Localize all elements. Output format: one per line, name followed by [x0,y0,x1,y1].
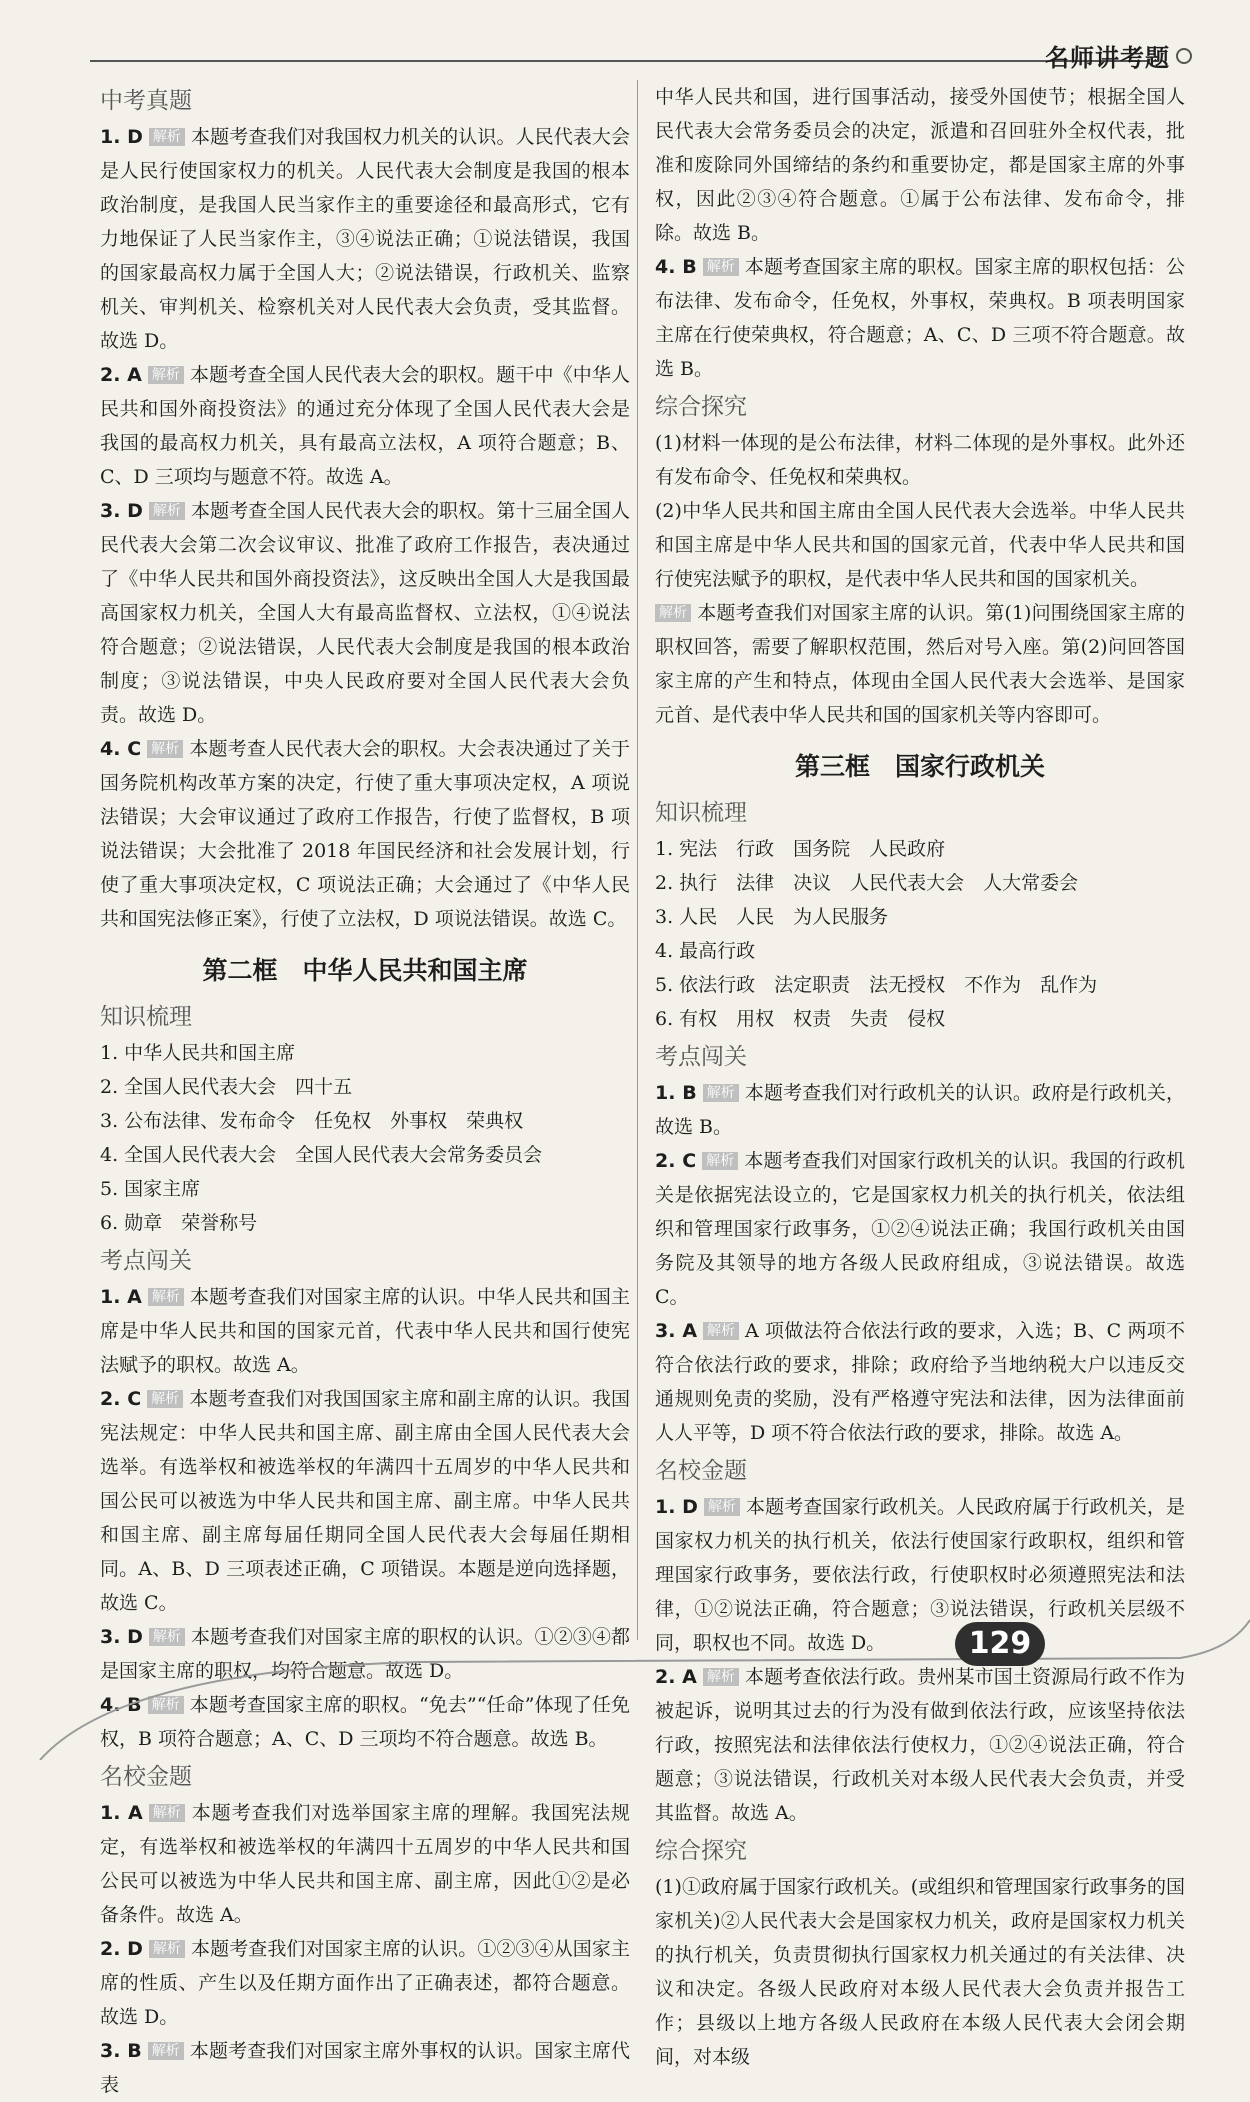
list-line: 2. 执行 法律 决议 人民代表大会 人大常委会 [655,872,1079,894]
section-heading: 考点闯关 [655,1044,747,1070]
analysis-tag: 解析 [148,366,184,384]
list-line: 6. 勋章 荣誉称号 [100,1212,258,1234]
list-line: 5. 国家主席 [100,1178,201,1200]
list-line: 2. 全国人民代表大会 四十五 [100,1076,353,1098]
paragraph: (2)中华人民共和国主席由全国人民代表大会选举。中华人民共和国主席是中华人民共和国的国家元首，代表中华人民共和国行使宪法赋予的职权，是代表中华人民共和国的国家机关。 [655,500,1185,590]
answer-item: 1. A 解析 本题考查我们对选举国家主席的理解。我国宪法规定，有选举权和被选举权的年满四十五周岁的中华人民共和国公民可以被选为中华人民共和国主席、副主席，因此①②是必备条件。故选 A。 [100,1802,630,1926]
section-heading: 知识梳理 [655,800,747,826]
list-line: 3. 人民 人民 为人民服务 [655,906,889,928]
analysis-tag: 解析 [702,1152,738,1170]
frame-title: 第三框 国家行政机关 [794,752,1045,781]
list-line: 1. 中华人民共和国主席 [100,1042,296,1064]
analysis-tag: 解析 [703,1084,739,1102]
answer-item: 2. A 解析 本题考查全国人民代表大会的职权。题干中《中华人民共和国外商投资法》的通过充分体现了全国人民代表大会是我国的最高权力机关，具有最高立法权，A 项符合题意；B、C、D 三项均与题意不符。故选 A。 [100,364,630,488]
continued-text: 中华人民共和国，进行国事活动，接受外国使节；根据全国人民代表大会常务委员会的决定，派遣和召回驻外全权代表，批准和废除同外国缔结的条约和重要协定，都是国家主席的外事权，因此②③④符合题意。①属于公布法律、发布命令，排除。故选 B。 [655,86,1185,244]
right-column [655,80,1185,2074]
analysis-tag: 解析 [149,1804,185,1822]
header-title: 名师讲考题 [1045,43,1170,72]
answer-item: 3. D 解析 本题考查我们对国家主席的职权的认识。①②③④都是国家主席的职权，均符合题意。故选 D。 [100,1626,630,1682]
section-heading: 综合探究 [655,394,747,420]
analysis-tag: 解析 [655,604,691,622]
answer-item: 2. A 解析 本题考查依法行政。贵州某市国土资源局行政不作为被起诉，说明其过去的行为没有做到依法行政，应该坚持依法行政，按照宪法和法律依法行使权力，①②④说法正确，符合题意；③说法错误，行政机关对本级人民代表大会负责，并受其监督。故选 A。 [655,1666,1185,1824]
analysis-tag: 解析 [149,502,185,520]
footer-decoration [0,1600,1250,1760]
analysis-tag: 解析 [703,258,739,276]
page-number: 129 [955,1622,1045,1666]
paragraph: (1)①政府属于国家行政机关。(或组织和管理国家行政事务的国家机关)②人民代表大会是国家权力机关，政府是国家权力机关的执行机关，负责贯彻执行国家权力机关通过的有关法律、决议和决定。各级人民政府对本级人民代表大会负责并报告工作；县级以上地方各级人民政府在本级人民代表大会闭会期间，对本级 [655,1876,1185,2068]
answer-item: 3. D 解析 本题考查全国人民代表大会的职权。第十三届全国人民代表大会第二次会议审议、批准了政府工作报告，表决通过了《中华人民共和国外商投资法》，这反映出全国人大是我国最高国家权力机关，全国人大有最高监督权、立法权，①④说法符合题意；②说法错误，人民代表大会制度是我国的根本政治制度；③说法错误，中央人民政府要对全国人民代表大会负责。故选 D。 [100,500,630,726]
analysis-tag: 解析 [148,2042,184,2060]
answer-item: 2. C 解析 本题考查我们对我国国家主席和副主席的认识。我国宪法规定：中华人民共和国主席、副主席由全国人民代表大会选举。有选举权和被选举权的年满四十五周岁的中华人民共和国公民可以被选为中华人民共和国主席、副主席。中华人民共和国主席、副主席每届任期同全国人民代表大会每届任期相同。A、B、D 三项表述正确，C 项错误。本题是逆向选择题，故选 C。 [100,1388,630,1614]
answer-item: 2. D 解析 本题考查我们对国家主席的认识。①②③④从国家主席的性质、产生以及任期方面作出了正确表述，都符合题意。故选 D。 [100,1938,630,2028]
list-line: 3. 公布法律、发布命令 任免权 外事权 荣典权 [100,1110,524,1132]
analysis-tag: 解析 [149,1628,185,1646]
answer-item: 4. B 解析 本题考查国家主席的职权。国家主席的职权包括：公布法律、发布命令，任免权，外事权，荣典权。B 项表明国家主席在行使荣典权，符合题意；A、C、D 三项不符合题意。故选 B。 [655,256,1185,380]
left-column [100,80,630,2102]
list-line: 4. 全国人民代表大会 全国人民代表大会常务委员会 [100,1144,543,1166]
answer-item: 1. B 解析 本题考查我们对行政机关的认识。政府是行政机关，故选 B。 [655,1082,1185,1138]
frame-title: 第二框 中华人民共和国主席 [202,956,528,985]
list-line: 4. 最高行政 [655,940,756,962]
section-heading: 名校金题 [100,1764,192,1790]
section-heading: 中考真题 [100,88,192,114]
list-line: 5. 依法行政 法定职责 法无授权 不作为 乱作为 [655,974,1098,996]
header-rule [90,60,1150,62]
section-heading: 考点闯关 [100,1248,192,1274]
header-circle-icon [1176,48,1192,64]
analysis-tag: 解析 [704,1498,740,1516]
answer-item: 1. D 解析 本题考查我们对我国权力机关的认识。人民代表大会是人民行使国家权力的机关。人民代表大会制度是我国的根本政治制度，是我国人民当家作主的重要途径和最高形式，它有力地保证了人民当家作主，③④说法正确；①说法错误，我国的国家最高权力属于全国人大；②说法错误，行政机关、监察机关、审判机关、检察机关对人民代表大会负责，受其监督。故选 D。 [100,126,630,352]
analysis-tag: 解析 [147,1390,183,1408]
analysis-tag: 解析 [703,1668,739,1686]
answer-item: 3. A 解析 A 项做法符合依法行政的要求，入选；B、C 两项不符合依法行政的要求，排除；政府给予当地纳税大户以违反交通规则免责的奖励，没有严格遵守宪法和法律，因为法律面前人人平等，D 项不符合依法行政的要求，排除。故选 A。 [655,1320,1185,1444]
answer-item: 4. B 解析 本题考查国家主席的职权。“免去”“任命”体现了任免权，B 项符合题意；A、C、D 三项均不符合题意。故选 B。 [100,1694,630,1750]
section-heading: 知识梳理 [100,1004,192,1030]
answer-item: 4. C 解析 本题考查人民代表大会的职权。大会表决通过了关于国务院机构改革方案的决定，行使了重大事项决定权，A 项说法错误；大会审议通过了政府工作报告，行使了监督权，B 项说法错误；大会批准了 2018 年国民经济和社会发展计划，行使了重大事项决定权，C 项说法正确；大会通过了《中华人民共和国宪法修正案》，行使了立法权，D 项说法错误。故选 C。 [100,738,630,930]
answer-item: 1. A 解析 本题考查我们对国家主席的认识。中华人民共和国主席是中华人民共和国的国家元首，代表中华人民共和国行使宪法赋予的职权。故选 A。 [100,1286,630,1376]
analysis-tag: 解析 [148,1696,184,1714]
answer-item: 3. B 解析 本题考查我们对国家主席外事权的认识。国家主席代表 [100,2040,630,2096]
paragraph: 解析 本题考查我们对国家主席的认识。第(1)问围绕国家主席的职权回答，需要了解职权范围，然后对号入座。第(2)问回答国家主席的产生和特点，体现由全国人民代表大会选举、是国家元首、是代表中华人民共和国的国家机关等内容即可。 [655,602,1185,726]
list-line: 1. 宪法 行政 国务院 人民政府 [655,838,946,860]
answer-item: 1. D 解析 本题考查国家行政机关。人民政府属于行政机关，是国家权力机关的执行机关，依法行使国家行政职权，组织和管理国家行政事务，要依法行政，行使职权时必须遵照宪法和法律，①②说法正确，符合题意；③说法错误，行政机关层级不同，职权也不同。故选 D。 [655,1496,1185,1654]
analysis-tag: 解析 [149,1940,185,1958]
analysis-tag: 解析 [148,1288,184,1306]
list-line: 6. 有权 用权 权责 失责 侵权 [655,1008,946,1030]
analysis-tag: 解析 [703,1322,739,1340]
analysis-tag: 解析 [149,128,185,146]
section-heading: 名校金题 [655,1458,747,1484]
answer-item: 2. C 解析 本题考查我们对国家行政机关的认识。我国的行政机关是依据宪法设立的，它是国家权力机关的执行机关，依法组织和管理国家行政事务，①②④说法正确；我国行政机关由国务院及其领导的地方各级人民政府组成，③说法错误。故选 C。 [655,1150,1185,1308]
paragraph: (1)材料一体现的是公布法律，材料二体现的是外事权。此外还有发布命令、任免权和荣典权。 [655,432,1185,488]
section-heading: 综合探究 [655,1838,747,1864]
analysis-tag: 解析 [147,740,183,758]
column-divider [637,80,638,1640]
